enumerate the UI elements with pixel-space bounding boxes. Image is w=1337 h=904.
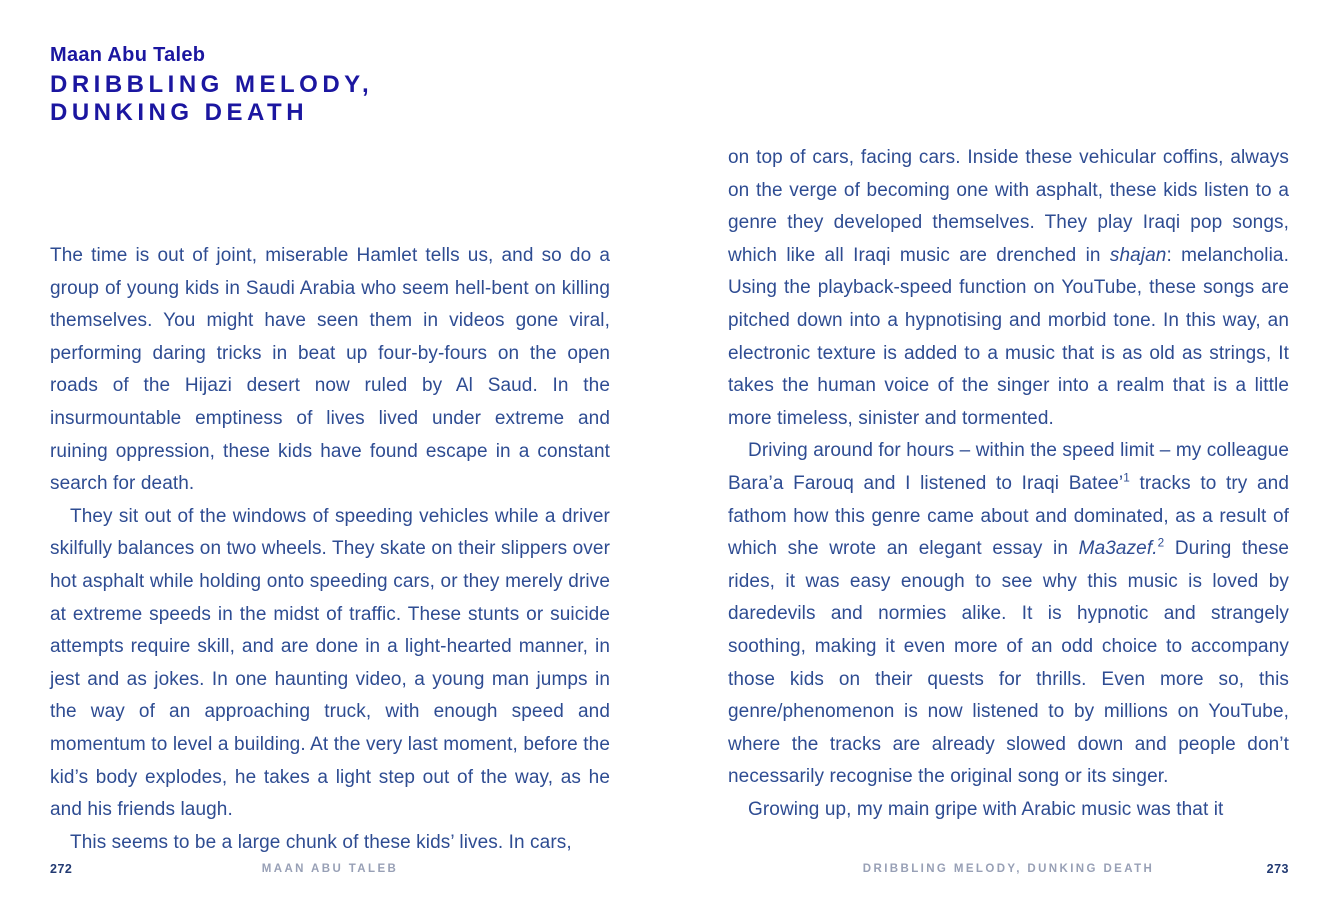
paragraph: They sit out of the windows of speeding vehicles while a driver skilfully balances on two wheels. They skate on their slippers over hot asphalt while holding onto speeding cars, or they merely drive at extreme speeds in the midst of traffic. These stunts or suicide attempts require skill, and are done in a light-hearted manner, in jest and as jokes. In one haunting video, a young man jumps in the way of an approaching truck, with enough speed and momentum to level a building. At the very last moment, before the kid’s body explodes, he takes a light step out of the way, as he and his friends laugh.: [50, 505, 610, 821]
left-page-footer: [50, 860, 610, 880]
right-running-header: DRIBBLING MELODY, DUNKING DEATH: [862, 863, 1155, 875]
chapter-title-line1: DRIBBLING MELODY,: [50, 71, 374, 98]
footnote-marker: 2: [1157, 536, 1165, 550]
paragraph: Driving around for hours – within the speed limit – my colleague Bara’a Farouq and I listened to Iraqi Batee’$^1$ tracks to try and fathom how this genre came about and dominated, as a result of which she wrote an elegant essay in Ma3azef.$^2$ During these rides, it was easy enough to see why this music is loved by daredevils and normies alike. It is hypnotic and strangely soothing, making it even more of an odd choice to accompany those kids on their quests for thrills. Even more so, this genre/phenomenon is now listened to by millions on YouTube, where the tracks are already slowed down and people don’t necessarily recognise the original song or its singer.: [728, 440, 1289, 788]
chapter-header: [50, 44, 650, 127]
right-page-footer: [728, 860, 1289, 880]
author-name: Maan Abu Taleb: [50, 44, 206, 66]
paragraph: This seems to be a large chunk of these kids’ lives. In cars,: [70, 831, 572, 853]
footnote-marker: 1: [1123, 471, 1130, 485]
left-page-text-column: [50, 240, 610, 859]
right-page-number: 273: [1266, 862, 1289, 876]
chapter-title: [50, 71, 650, 127]
paragraph: on top of cars, facing cars. Inside these vehicular coffins, always on the verge of becoming one with asphalt, these kids listen to a genre they developed themselves. They play Iraqi pop songs, which like all Iraqi music are drenched in shajan: melancholia. Using the playback-speed function on YouTube, these songs are pitched down into a hypnotising and morbid tone. In this way, an electronic texture is added to a music that is as old as strings, It takes the human voice of the singer into a realm that is a little more timeless, sinister and tormented.: [728, 147, 1289, 429]
right-page-text-column: [728, 142, 1289, 826]
chapter-title-line2: DUNKING DEATH: [50, 99, 309, 126]
left-page-number: 272: [50, 862, 73, 876]
left-running-header: MAAN ABU TALEB: [261, 863, 399, 875]
paragraph: The time is out of joint, miserable Hamlet tells us, and so do a group of young kids in Saudi Arabia who seem hell-bent on killing themselves. You might have seen them in videos gone viral, performing daring tricks in beat up four-by-fours on the open roads of the Hijazi desert now ruled by Al Saud. In the insurmountable emptiness of lives lived under extreme and ruining oppression, these kids have found escape in a constant search for death.: [50, 245, 610, 495]
paragraph: Growing up, my main gripe with Arabic music was that it: [748, 798, 1224, 820]
